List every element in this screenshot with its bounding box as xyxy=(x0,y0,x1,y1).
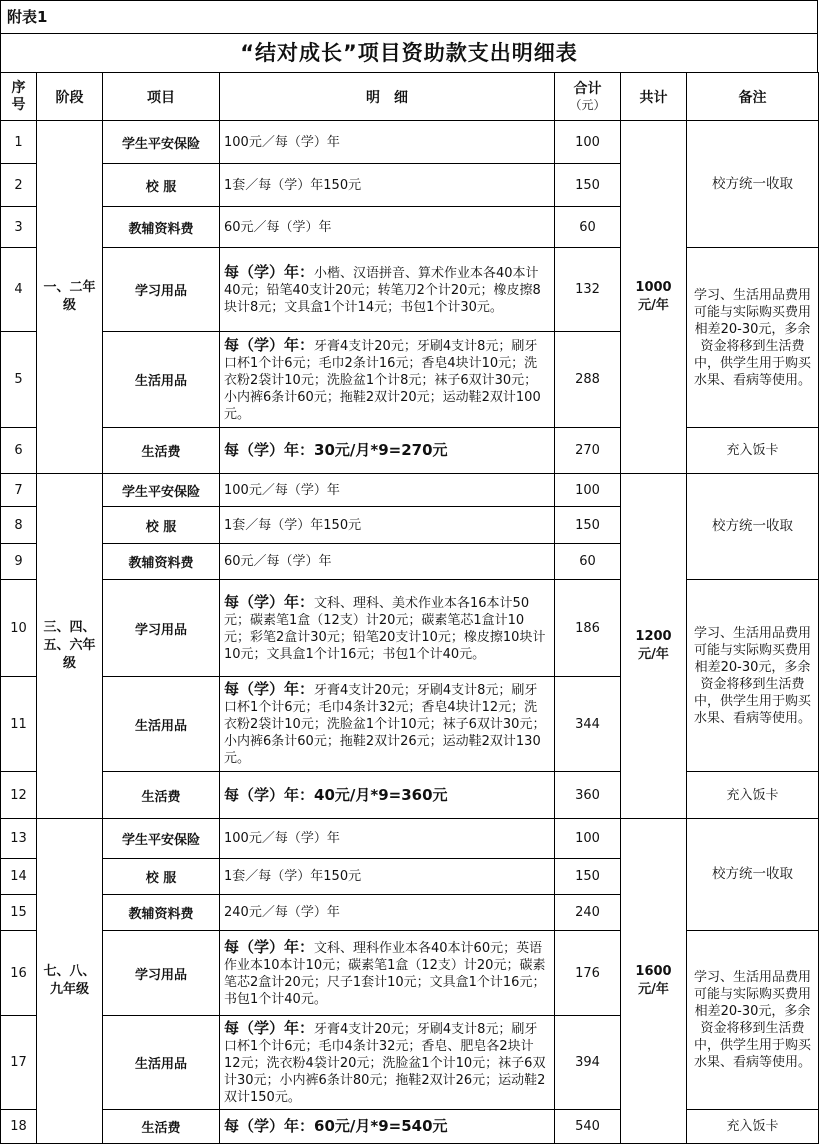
header-subtotal: 合计 （元） xyxy=(555,73,621,121)
header-remark: 备注 xyxy=(687,73,819,121)
table-row xyxy=(1,121,819,164)
detail-text: 文科、理科、美术作业本各16本计50元；碳素笔1盒（12支）计20元；碳素笔芯1盒计10元；彩笔2盒计30元；铅笔20支计10元；橡皮擦10块计10元；文具盒1个计16元；书包1个计40元。 xyxy=(224,595,546,662)
item-cell: 教辅资料费 xyxy=(103,207,220,248)
amount-cell: 270 xyxy=(555,428,621,474)
seq-cell: 5 xyxy=(1,332,37,428)
table-row xyxy=(1,931,819,1016)
seq-cell: 8 xyxy=(1,507,37,544)
detail-cell xyxy=(220,248,555,332)
amount-cell: 100 xyxy=(555,474,621,507)
seq-cell: 3 xyxy=(1,207,37,248)
table-row xyxy=(1,428,819,474)
detail-cell xyxy=(220,332,555,428)
detail-cell xyxy=(220,931,555,1016)
remark-cell: 校方统一收取 xyxy=(687,474,819,580)
remark-cell: 充入饭卡 xyxy=(687,428,819,474)
header-seq: 序号 xyxy=(1,73,37,121)
table-row xyxy=(1,248,819,332)
amount-cell: 60 xyxy=(555,207,621,248)
seq-cell: 12 xyxy=(1,772,37,819)
seq-cell: 4 xyxy=(1,248,37,332)
detail-lead: 每（学）年： xyxy=(224,1018,315,1037)
detail-cell: 60元／每（学）年 xyxy=(220,544,555,580)
detail-cell: 100元／每（学）年 xyxy=(220,819,555,859)
item-cell: 教辅资料费 xyxy=(103,895,220,931)
table-row xyxy=(1,772,819,819)
amount-cell: 100 xyxy=(555,819,621,859)
item-cell: 校 服 xyxy=(103,859,220,895)
detail-cell: 1套／每（学）年150元 xyxy=(220,859,555,895)
detail-text: 牙膏4支计20元；牙刷4支计8元；刷牙口杯1个计6元；毛巾4条计32元；香皂、肥皂各2块计12元；洗衣粉4袋计20元；洗脸盆1个计10元；袜子6双计30元；小内裤6条计80元；拖鞋2双计26元；运动鞋2双计150元。 xyxy=(224,1021,546,1105)
seq-cell: 14 xyxy=(1,859,37,895)
detail-lead: 每（学）年： xyxy=(224,262,315,281)
item-cell: 生活费 xyxy=(103,1110,220,1144)
detail-lead: 每（学）年： xyxy=(224,592,315,611)
header-detail: 明 细 xyxy=(220,73,555,121)
amount-cell: 150 xyxy=(555,507,621,544)
seq-cell: 10 xyxy=(1,580,37,677)
seq-cell: 17 xyxy=(1,1016,37,1110)
header-total: 共计 xyxy=(621,73,687,121)
item-cell: 教辅资料费 xyxy=(103,544,220,580)
detail-lead: 每（学）年： xyxy=(224,937,315,956)
remark-cell: 校方统一收取 xyxy=(687,819,819,931)
item-cell: 生活费 xyxy=(103,428,220,474)
item-cell: 生活用品 xyxy=(103,1016,220,1110)
item-cell: 校 服 xyxy=(103,507,220,544)
seq-cell: 13 xyxy=(1,819,37,859)
amount-cell: 60 xyxy=(555,544,621,580)
detail-cell: 每（学）年：40元/月*9=360元 xyxy=(220,772,555,819)
remark-cell: 充入饭卡 xyxy=(687,772,819,819)
detail-cell: 每（学）年：30元/月*9=270元 xyxy=(220,428,555,474)
detail-cell: 1套／每（学）年150元 xyxy=(220,164,555,207)
item-cell: 生活用品 xyxy=(103,677,220,772)
stage-cell: 三、四、五、六年级 xyxy=(37,474,103,819)
item-cell: 学生平安保险 xyxy=(103,474,220,507)
seq-cell: 6 xyxy=(1,428,37,474)
amount-cell: 150 xyxy=(555,859,621,895)
item-cell: 学习用品 xyxy=(103,248,220,332)
expense-table xyxy=(0,72,819,1144)
amount-cell: 288 xyxy=(555,332,621,428)
detail-text: 小楷、汉语拼音、算术作业本各40本计40元；铅笔40支计20元；转笔刀2个计20元；橡皮擦8块计8元；文具盒1个计14元；书包1个计30元。 xyxy=(224,265,541,315)
detail-text: 牙膏4支计20元；牙刷4支计8元；刷牙口杯1个计6元；毛巾2条计16元；香皂4块计10元；洗衣粉2袋计10元；洗脸盆1个计8元；袜子6双计30元；小内裤6条计60元；拖鞋2双计20元；运动鞋2双计100元。 xyxy=(224,338,541,422)
amount-cell: 100 xyxy=(555,121,621,164)
remark-cell: 校方统一收取 xyxy=(687,121,819,248)
detail-cell: 1套／每（学）年150元 xyxy=(220,507,555,544)
remark-cell: 学习、生活用品费用可能与实际购买费用相差20-30元，多余资金将移到生活费中，供学生用于购买水果、看病等使用。 xyxy=(687,931,819,1110)
detail-lead: 每（学）年： xyxy=(224,335,315,354)
remark-cell: 充入饭卡 xyxy=(687,1110,819,1144)
table-row xyxy=(1,1110,819,1144)
table-row xyxy=(1,580,819,677)
table-row xyxy=(1,474,819,507)
remark-cell: 学习、生活用品费用可能与实际购买费用相差20-30元，多余资金将移到生活费中，供学生用于购买水果、看病等使用。 xyxy=(687,248,819,428)
detail-cell: 60元／每（学）年 xyxy=(220,207,555,248)
seq-cell: 2 xyxy=(1,164,37,207)
seq-cell: 1 xyxy=(1,121,37,164)
amount-cell: 150 xyxy=(555,164,621,207)
amount-cell: 344 xyxy=(555,677,621,772)
detail-cell: 240元／每（学）年 xyxy=(220,895,555,931)
detail-text: 文科、理科作业本各40本计60元；英语作业本10本计10元；碳素笔1盒（12支）计20元；碳素笔芯2盒计20元；尺子1套计10元；文具盒1个计16元；书包1个计40元。 xyxy=(224,940,546,1007)
item-cell: 生活用品 xyxy=(103,332,220,428)
amount-cell: 360 xyxy=(555,772,621,819)
amount-cell: 240 xyxy=(555,895,621,931)
seq-cell: 7 xyxy=(1,474,37,507)
stage-total-cell: 1000元/年 xyxy=(621,121,687,474)
table-row xyxy=(1,819,819,859)
seq-cell: 18 xyxy=(1,1110,37,1144)
amount-cell: 394 xyxy=(555,1016,621,1110)
header-stage: 阶段 xyxy=(37,73,103,121)
amount-cell: 186 xyxy=(555,580,621,677)
table-body xyxy=(1,121,819,1144)
detail-cell xyxy=(220,677,555,772)
item-cell: 学习用品 xyxy=(103,580,220,677)
seq-cell: 16 xyxy=(1,931,37,1016)
item-cell: 生活费 xyxy=(103,772,220,819)
detail-cell xyxy=(220,580,555,677)
detail-cell xyxy=(220,1016,555,1110)
seq-cell: 9 xyxy=(1,544,37,580)
detail-cell: 100元／每（学）年 xyxy=(220,474,555,507)
header-row xyxy=(1,73,819,121)
detail-lead: 每（学）年： xyxy=(224,680,315,698)
amount-cell: 176 xyxy=(555,931,621,1016)
detail-cell: 100元／每（学）年 xyxy=(220,121,555,164)
appendix-label: 附表1 xyxy=(0,0,818,34)
seq-cell: 11 xyxy=(1,677,37,772)
amount-cell: 132 xyxy=(555,248,621,332)
item-cell: 学生平安保险 xyxy=(103,121,220,164)
stage-total-cell: 1600元/年 xyxy=(621,819,687,1144)
amount-cell: 540 xyxy=(555,1110,621,1144)
remark-cell: 学习、生活用品费用可能与实际购买费用相差20-30元，多余资金将移到生活费中，供学生用于购买水果、看病等使用。 xyxy=(687,580,819,772)
detail-cell: 每（学）年：60元/月*9=540元 xyxy=(220,1110,555,1144)
stage-total-cell: 1200元/年 xyxy=(621,474,687,819)
item-cell: 学习用品 xyxy=(103,931,220,1016)
item-cell: 学生平安保险 xyxy=(103,819,220,859)
seq-cell: 15 xyxy=(1,895,37,931)
detail-text: 牙膏4支计20元；牙刷4支计8元；刷牙口杯1个计6元；毛巾4条计32元；香皂4块计12元；洗衣粉2袋计10元；洗脸盆1个计10元；袜子6双计30元；小内裤6条计60元；拖鞋2双计26元；运动鞋2双计130元。 xyxy=(224,683,546,766)
stage-cell: 一、二年级 xyxy=(37,121,103,474)
header-item: 项目 xyxy=(103,73,220,121)
stage-cell: 七、八、九年级 xyxy=(37,819,103,1144)
item-cell: 校 服 xyxy=(103,164,220,207)
table-title: “结对成长”项目资助款支出明细表 xyxy=(0,34,818,72)
